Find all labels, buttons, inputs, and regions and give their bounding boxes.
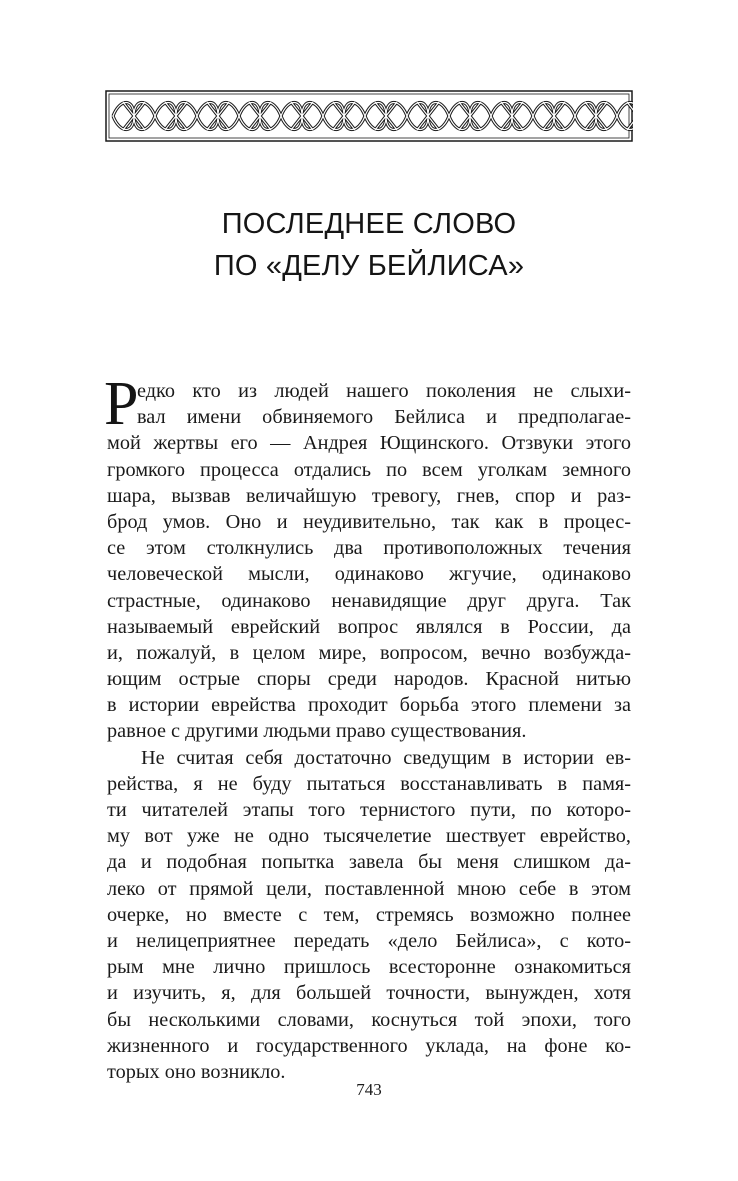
ornament-knot <box>491 102 533 130</box>
ornament-knot <box>113 102 155 130</box>
ornament-knot <box>239 102 281 130</box>
text-line: торых оно возникло. <box>107 1060 286 1083</box>
text-line: рейства, я не буду пытаться восстанавливать в памя- <box>107 772 631 795</box>
text-line: му вот уже не одно тысячелетие шествует еврейство, <box>107 825 631 848</box>
ornament-knot <box>365 102 407 130</box>
text-line: Не считая себя достаточно сведущим в истории ев- <box>141 746 631 769</box>
chapter-title <box>0 203 738 287</box>
text-line: в истории еврейства проходит борьба этого племени за <box>107 694 631 717</box>
text-line: равное с другими людьми право существования. <box>107 720 527 743</box>
text-line: очерке, но вместе с тем, стремясь возможно полнее <box>107 903 631 926</box>
ornament-knot <box>323 102 365 130</box>
decorative-ornament-band <box>105 90 633 142</box>
paragraph-2 <box>107 745 631 1085</box>
text-line: и, пожалуй, в целом мире, вопросом, вечно возбужда- <box>107 641 631 664</box>
ornament-knot <box>155 102 197 130</box>
paragraph-1 <box>107 378 631 745</box>
text-line: рым мне лично пришлось всесторонне ознакомиться <box>107 956 631 979</box>
ornament-knot <box>281 102 323 130</box>
chapter-title-line-2: ПО «ДЕЛУ БЕЙЛИСА» <box>213 250 525 282</box>
chapter-title-line-1: ПОСЛЕДНЕЕ СЛОВО <box>221 208 517 240</box>
text-line: и нелицеприятнее передать «дело Бейлиса», с кото- <box>107 929 631 952</box>
ornament-knot <box>575 102 617 130</box>
text-line: бы несколькими словами, коснуться той эпохи, того <box>107 1008 631 1031</box>
ornament-knot <box>407 102 449 130</box>
text-line: шара, вызвав величайшую тревогу, гнев, спор и раз- <box>107 484 631 507</box>
page-number: 743 <box>356 1080 382 1099</box>
text-line: се этом столкнулись два противоположных течения <box>107 537 631 560</box>
text-line: человеческой мысли, одинаково жгучие, одинаково <box>107 563 631 586</box>
text-line: вал имени обвиняемого Бейлиса и предполагае- <box>137 406 631 429</box>
body-text <box>104 370 631 1085</box>
ornament-knot <box>197 102 239 130</box>
text-line: ти читателей этапы того тернистого пути, по которо- <box>107 799 631 821</box>
text-line: едко кто из людей нашего поколения не слыхи- <box>137 380 631 402</box>
text-line: называемый еврейский вопрос являлся в России, да <box>107 615 631 638</box>
text-line: мой жертвы его — Андрея Ющинского. Отзвуки этого <box>107 432 631 455</box>
text-line: и изучить, я, для большей точности, вынужден, хотя <box>107 982 631 1005</box>
ornament-knot <box>533 102 575 130</box>
drop-cap: Р <box>104 370 139 438</box>
text-line: брод умов. Оно и неудивительно, так как в процес- <box>107 510 631 533</box>
text-line: жизненного и государственного уклада, на фоне ко- <box>107 1034 631 1057</box>
text-line: да и подобная попытка завела бы меня слишком да- <box>107 851 631 874</box>
text-line: страстные, одинаково ненавидящие друг друга. Так <box>107 589 631 612</box>
ornament-knot <box>449 102 491 130</box>
text-line: ющим острые споры среди народов. Красной нитью <box>107 668 631 691</box>
text-line: громкого процесса отдались по всем уголкам земного <box>107 458 631 481</box>
text-line: леко от прямой цели, поставленной мною себе в этом <box>107 877 631 900</box>
